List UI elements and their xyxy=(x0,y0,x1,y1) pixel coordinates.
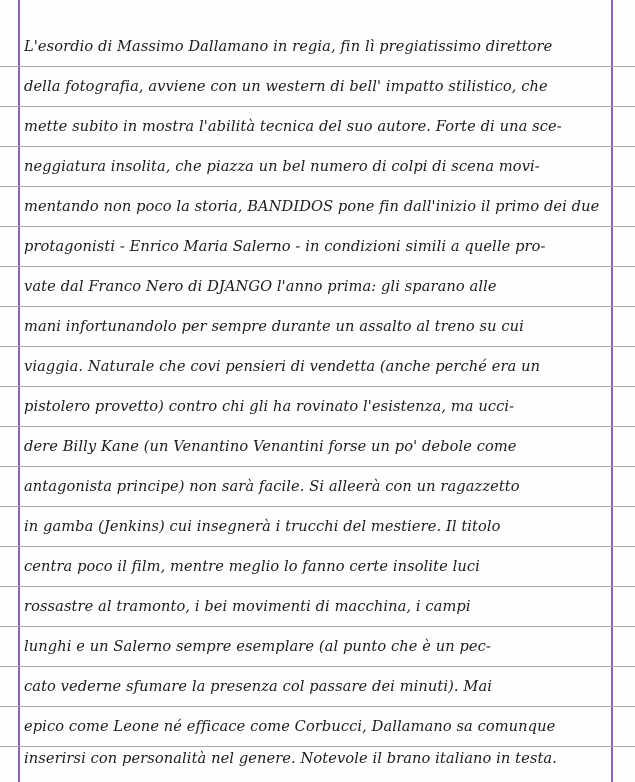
handwritten-line: inserirsi con personalità nel genere. Notevole il brano italiano in testa. xyxy=(24,750,557,767)
handwritten-line: mentando non poco la storia, BANDIDOS pone fin dall'inizio il primo dei due xyxy=(24,198,600,215)
left-margin-line xyxy=(18,0,20,782)
handwritten-line: rossastre al tramonto, i bei movimenti di macchina, i campi xyxy=(24,598,471,615)
ruled-line xyxy=(0,186,635,187)
handwritten-line: in gamba (Jenkins) cui insegnerà i trucchi del mestiere. Il titolo xyxy=(24,518,501,535)
handwritten-line: mani infortunandolo per sempre durante un assalto al treno su cui xyxy=(24,318,524,335)
handwritten-line: vate dal Franco Nero di DJANGO l'anno prima: gli sparano alle xyxy=(24,278,497,295)
ruled-line xyxy=(0,106,635,107)
ruled-line xyxy=(0,626,635,627)
handwritten-line: dere Billy Kane (un Venantino Venantini forse un po' debole come xyxy=(24,438,517,455)
handwritten-line: neggiatura insolita, che piazza un bel numero di colpi di scena movi- xyxy=(24,158,540,175)
handwritten-line: epico come Leone né efficace come Corbucci, Dallamano sa comunque xyxy=(24,718,556,735)
handwritten-line: L'esordio di Massimo Dallamano in regia, fin lì pregiatissimo direttore xyxy=(24,38,553,55)
ruled-line xyxy=(0,306,635,307)
handwritten-line: cato vederne sfumare la presenza col passare dei minuti). Mai xyxy=(24,678,493,695)
ruled-line xyxy=(0,66,635,67)
ruled-line xyxy=(0,666,635,667)
ruled-line xyxy=(0,146,635,147)
ruled-line xyxy=(0,426,635,427)
handwritten-line: viaggia. Naturale che covi pensieri di vendetta (anche perché era un xyxy=(24,358,541,375)
ruled-line xyxy=(0,346,635,347)
ruled-line xyxy=(0,546,635,547)
handwritten-line: della fotografia, avviene con un western di bell' impatto stilistico, che xyxy=(24,78,548,95)
ruled-line xyxy=(0,226,635,227)
ruled-line xyxy=(0,706,635,707)
handwritten-line: mette subito in mostra l'abilità tecnica del suo autore. Forte di una sce- xyxy=(24,118,562,135)
handwritten-line: centra poco il film, mentre meglio lo fanno certe insolite luci xyxy=(24,558,480,575)
handwritten-line: lunghi e un Salerno sempre esemplare (al punto che è un pec- xyxy=(24,638,491,655)
ruled-line xyxy=(0,586,635,587)
right-margin-line xyxy=(611,0,613,782)
handwritten-line: antagonista principe) non sarà facile. Si alleerà con un ragazzetto xyxy=(24,478,520,495)
ruled-line xyxy=(0,506,635,507)
ruled-line xyxy=(0,386,635,387)
handwritten-line: protagonisti - Enrico Maria Salerno - in condizioni simili a quelle pro- xyxy=(24,238,546,255)
ruled-line xyxy=(0,466,635,467)
ruled-line xyxy=(0,266,635,267)
handwritten-line: pistolero provetto) contro chi gli ha rovinato l'esistenza, ma ucci- xyxy=(24,398,515,415)
